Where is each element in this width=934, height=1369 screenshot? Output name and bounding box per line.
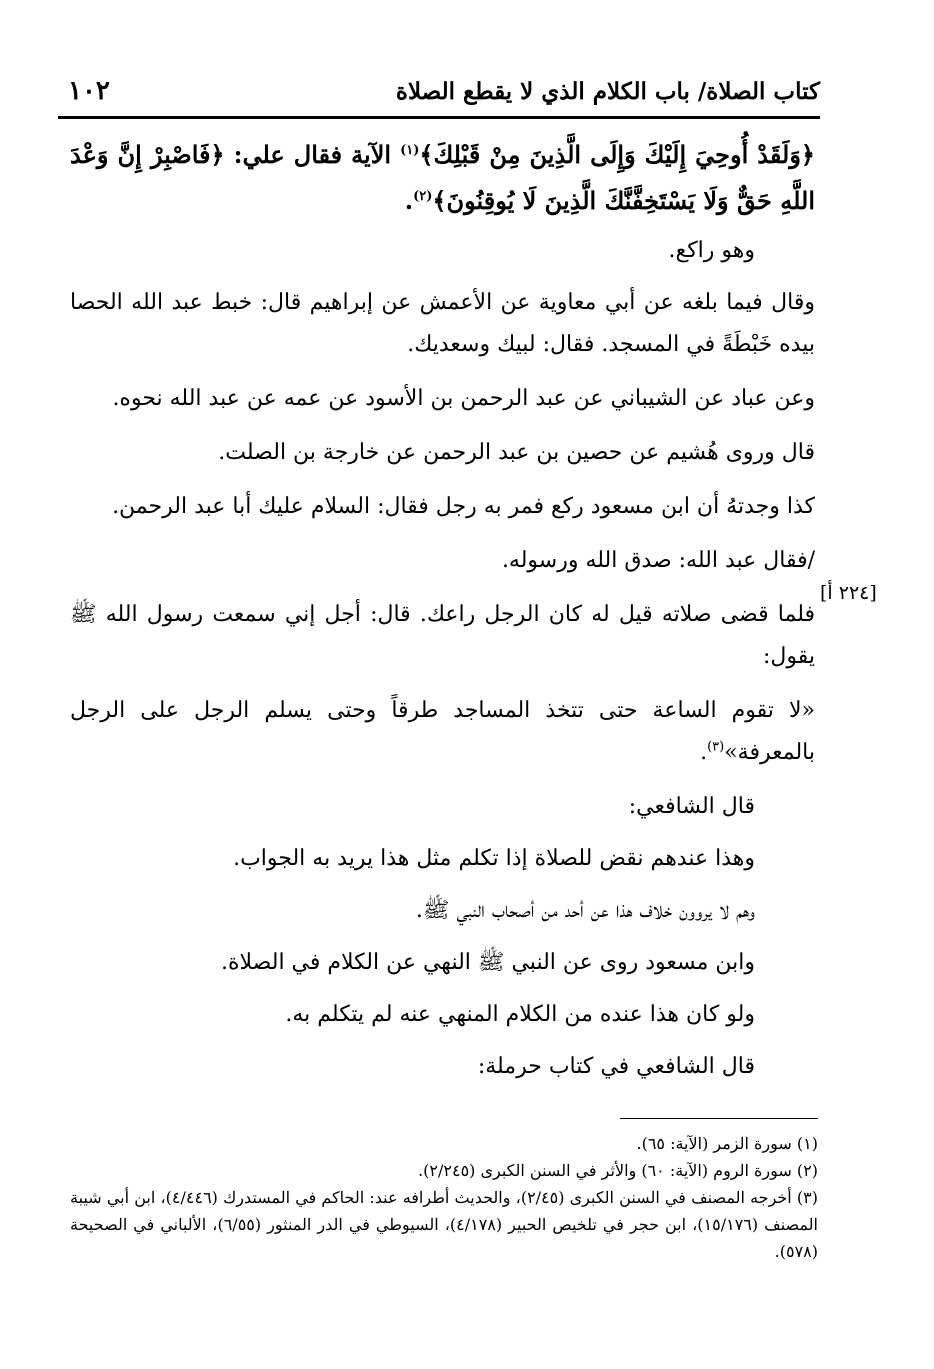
footnotes xyxy=(70,1130,818,1265)
footnote-1: (١) سورة الزمر (الآية: ٦٥). xyxy=(636,1134,818,1153)
paragraph-10: وهذا عندهم نقض للصلاة إذا تكلم مثل هذا يريد به الجواب. xyxy=(233,846,755,871)
verse-paragraph xyxy=(70,132,815,224)
paragraph-1: وهو راكع. xyxy=(668,238,755,263)
main-text xyxy=(70,132,815,1098)
hadith-end: . xyxy=(700,740,708,765)
paragraph-13: ولو كان هذا عنده من الكلام المنهي عنه لم يتكلم به. xyxy=(285,1002,755,1027)
footnote-marker-1: (١) xyxy=(400,143,420,158)
paragraph-9: قال الشافعي: xyxy=(628,794,755,819)
paragraph-12: وابن مسعود روى عن النبي ﷺ النهي عن الكلام في الصلاة. xyxy=(221,950,755,975)
footnote-marker-2: (٢) xyxy=(413,189,433,204)
paragraph-11: وهم لا يروون خلاف هذا عن أحد من أصحاب النبي ﷺ. xyxy=(415,898,755,923)
footnote-3: (٣) أخرجه المصنف في السنن الكبرى (٢/٤٥)، والحديث أطرافه عند: الحاكم في المستدرك (٤/٤٤٦)، ابن أبي شيبة المصنف (١٥/١٧٦)، ابن حجر في تلخيص الحبير (٤/١٧٨)، السيوطي في الدر المنثور (٦/٥٥)، الألباني في الصحيحة (٥٧٨). xyxy=(70,1188,819,1261)
footnote-2: (٢) سورة الروم (الآية: ٦٠) والأثر في السنن الكبرى (٢/٢٤٥). xyxy=(418,1161,818,1180)
verse-text: ﴿وَلَقَدْ أُوحِيَ إِلَيْكَ وَإِلَى الَّذِينَ مِنْ قَبْلِكَ﴾ xyxy=(419,140,815,169)
paragraph-6: /فقال عبد الله: صدق الله ورسوله. xyxy=(501,548,815,573)
paragraph-2: وقال فيما بلغه عن أبي معاوية عن الأعمش عن إبراهيم قال: خبط عبد الله الحصا بيده خَبْطَةً في المسجد. فقال: لبيك وسعديك. xyxy=(70,290,815,357)
footnote-rule xyxy=(620,1118,818,1119)
verse-continuation: الآية فقال علي: ﴿فَاصْبِرْ إِنَّ وَعْدَ اللَّهِ حَقٌّ وَلَا يَسْتَخِفَّنَّكَ الَّذِينَ لَا يُوقِنُونَ﴾ xyxy=(70,140,815,215)
footnote-marker-3: (٣) xyxy=(707,739,725,755)
hadith-text: «لا تقوم الساعة حتى تتخذ المساجد طرقاً وحتى يسلم الرجل على الرجل بالمعرفة» xyxy=(70,698,815,765)
page-number: ١٠٢ xyxy=(68,76,110,106)
page-header xyxy=(58,72,820,112)
paragraph-5: كذا وجدتهُ أن ابن مسعود ركع فمر به رجل فقال: السلام عليك أبا عبد الرحمن. xyxy=(112,494,815,519)
header-rule xyxy=(58,116,820,119)
paragraph-14: قال الشافعي في كتاب حرملة: xyxy=(477,1054,755,1079)
paragraph-7: فلما قضى صلاته قيل له كان الرجل راعك. قال: أجل إني سمعت رسول الله ﷺ يقول: xyxy=(70,602,815,669)
verse-end: . xyxy=(404,186,414,215)
paragraph-3: وعن عباد عن الشيباني عن عبد الرحمن بن الأسود عن عمه عن عبد الله نحوه. xyxy=(112,386,815,411)
hadith-paragraph xyxy=(70,690,815,774)
paragraph-4: قال وروى هُشيم عن حصين بن عبد الرحمن عن خارجة بن الصلت. xyxy=(218,440,815,465)
running-title: كتاب الصلاة/ باب الكلام الذي لا يقطع الصلاة xyxy=(395,78,820,105)
margin-folio-reference: [٢٢٤ أ] xyxy=(820,582,877,604)
